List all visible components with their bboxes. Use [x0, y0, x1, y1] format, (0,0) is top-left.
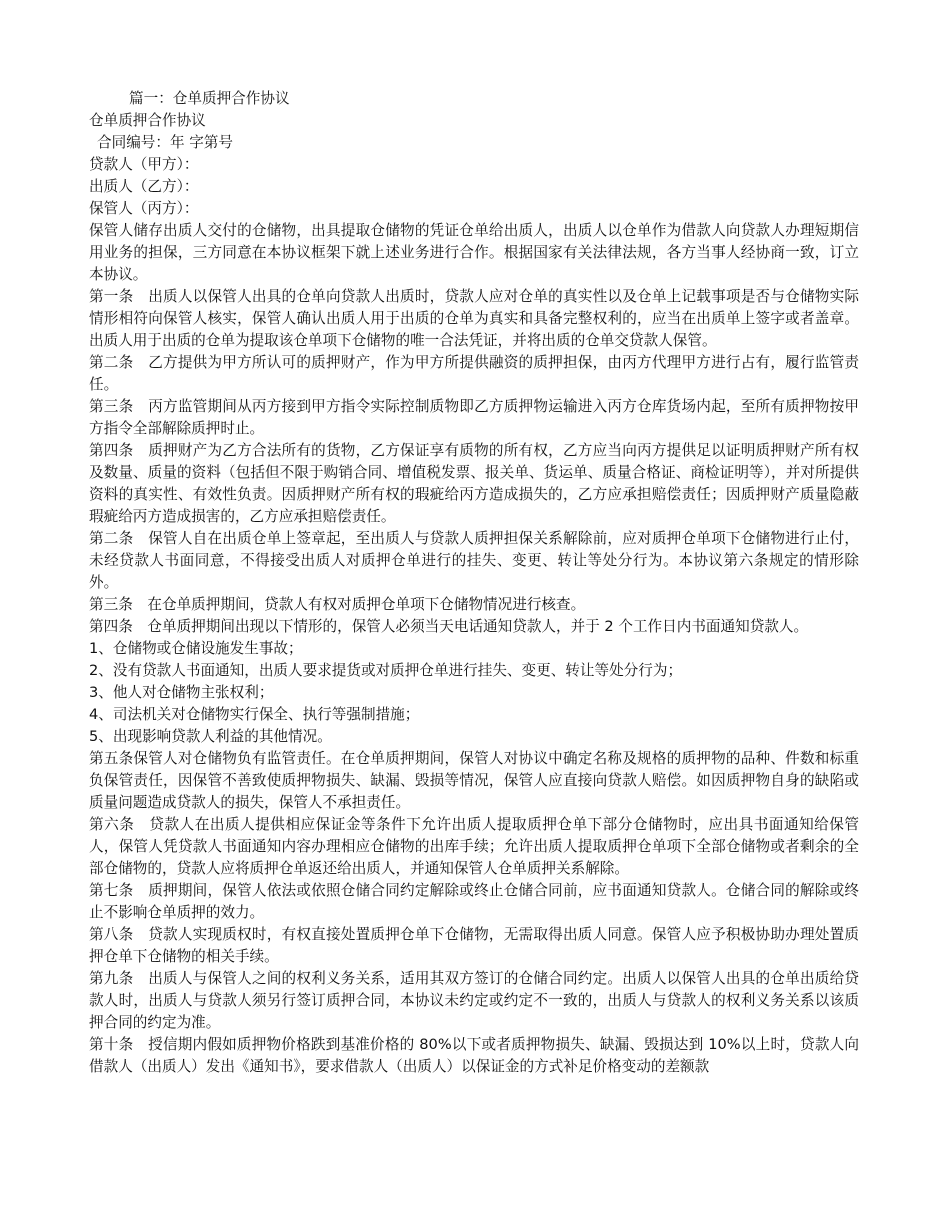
party-b-pledgor: 出质人（乙方）：	[89, 178, 199, 195]
article-paragraph: 第二条 乙方提供为甲方所认可的质押财产，作为甲方所提供融资的质押担保，由丙方代理甲方进行占有，履行监管责任。	[89, 354, 859, 393]
article-paragraph: 第五条保管人对仓储物负有监管责任。在仓单质押期间，保管人对协议中确定名称及规格的质押物的品种、件数和标重负保管责任，因保管不善致使质押物损失、缺漏、毁损等情况，保管人应直接向贷款人赔偿。如因质押物自身的缺陷或质量问题造成贷款人的损失，保管人不承担责任。	[89, 750, 859, 811]
article-paragraph: 第九条 出质人与保管人之间的权利义务关系，适用其双方签订的仓储合同约定。出质人以保管人出具的仓单出质给贷款人时，出质人与贷款人须另行签订质押合同，本协议未约定或约定不一致的，出质人与贷款人的权利义务关系以该质押合同的约定为准。	[89, 970, 859, 1031]
list-item: 2、没有贷款人书面通知，出质人要求提货或对质押仓单进行挂失、变更、转让等处分行为；	[89, 662, 683, 679]
article-paragraph: 第十条 授信期内假如质押物价格跌到基准价格的 80%以下或者质押物损失、缺漏、毁损达到 10%以上时，贷款人向借款人（出质人）发出《通知书》，要求借款人（出质人）以保证金的方式补足价格变动的差额款	[89, 1036, 859, 1075]
document-page	[89, 88, 859, 1078]
article-paragraph: 第三条 在仓单质押期间，贷款人有权对质押仓单项下仓储物情况进行核查。	[89, 596, 586, 613]
article-paragraph: 第七条 质押期间，保管人依法或依照仓储合同约定解除或终止仓储合同前，应书面通知贷款人。仓储合同的解除或终止不影响仓单质押的效力。	[89, 882, 859, 921]
list-item: 5、出现影响贷款人利益的其他情况。	[89, 728, 332, 745]
article-paragraph: 第一条 出质人以保管人出具的仓单向贷款人出质时，贷款人应对仓单的真实性以及仓单上记载事项是否与仓储物实际情形相符向保管人核实，保管人确认出质人用于出质的仓单为真实和具备完整权利的，应当在出质单上签字或者盖章。出质人用于出质的仓单为提取该仓单项下仓储物的唯一合法凭证，并将出质的仓单交贷款人保管。	[89, 288, 859, 349]
preamble-paragraph: 保管人储存出质人交付的仓储物，出具提取仓储物的凭证仓单给出质人，出质人以仓单作为借款人向贷款人办理短期信用业务的担保，三方同意在本协议框架下就上述业务进行合作。根据国家有关法律法规，各方当事人经协商一致，订立本协议。	[89, 222, 859, 283]
article-paragraph: 第四条 仓单质押期间出现以下情形的，保管人必须当天电话通知贷款人，并于 2 个工作日内书面通知贷款人。	[89, 618, 809, 635]
article-paragraph: 第六条 贷款人在出质人提供相应保证金等条件下允许出质人提取质押仓单下部分仓储物时，应出具书面通知给保管人，保管人凭贷款人书面通知内容办理相应仓储物的出库手续；允许出质人提取质押仓单项下全部仓储物或者剩余的全部仓储物的，贷款人应将质押仓单返还给出质人，并通知保管人仓单质押关系解除。	[89, 816, 859, 877]
document-title: 仓单质押合作协议	[89, 112, 206, 129]
article-paragraph: 第三条 丙方监管期间从丙方接到甲方指令实际控制质物即乙方质押物运输进入丙方仓库货场内起，至所有质押物按甲方指令全部解除质押时止。	[89, 398, 859, 437]
document-heading: 篇一：仓单质押合作协议	[129, 90, 290, 107]
list-item: 3、他人对仓储物主张权利；	[89, 684, 274, 701]
article-paragraph: 第四条 质押财产为乙方合法所有的货物，乙方保证享有质物的所有权，乙方应当向丙方提供足以证明质押财产所有权及数量、质量的资料（包括但不限于购销合同、增值税发票、报关单、货运单、质量合格证、商检证明等），并对所提供资料的真实性、有效性负责。因质押财产所有权的瑕疵给丙方造成损失的，乙方应承担赔偿责任；因质押财产质量隐蔽瑕疵给丙方造成损害的，乙方应承担赔偿责任。	[89, 442, 859, 525]
list-item: 4、司法机关对仓储物实行保全、执行等强制措施；	[89, 706, 420, 723]
party-c-custodian: 保管人（丙方）：	[89, 200, 199, 217]
article-paragraph: 第二条 保管人自在出质仓单上签章起，至出质人与贷款人质押担保关系解除前，应对质押仓单项下仓储物进行止付，未经贷款人书面同意，不得接受出质人对质押仓单进行的挂失、变更、转让等处分行为。本协议第六条规定的情形除外。	[89, 530, 859, 591]
contract-number: 合同编号：年 字第号	[97, 134, 233, 151]
list-item: 1、仓储物或仓储设施发生事故；	[89, 640, 303, 657]
party-a-lender: 贷款人（甲方）：	[89, 156, 199, 173]
article-paragraph: 第八条 贷款人实现质权时，有权直接处置质押仓单下仓储物，无需取得出质人同意。保管人应予积极协助办理处置质押仓单下仓储物的相关手续。	[89, 926, 859, 965]
